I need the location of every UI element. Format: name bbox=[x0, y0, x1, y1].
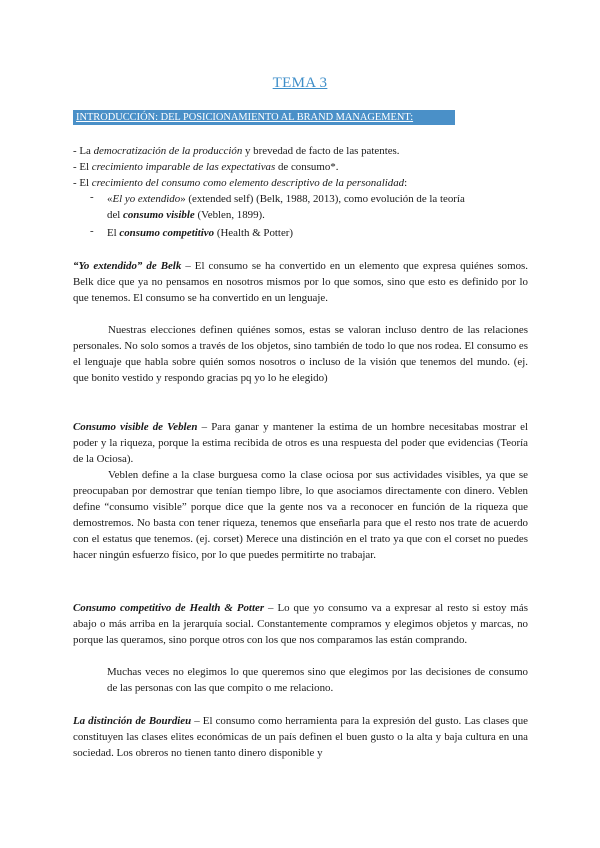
bourdieu-paragraph-1: La distinción de Bourdieu – El consumo como herramienta para la expresión del gusto. Las clases que constituyen las clases elites económicas de un país definen el buen gusto o la alta y baja cultura en una sociedad. Los obreros no tienen tanto dinero disponible y bbox=[73, 715, 528, 759]
intro-bullet-2: - El crecimiento imparable de las expectativas de consumo*. bbox=[73, 161, 339, 173]
health-potter-heading: Consumo competitivo de Health & Potter bbox=[73, 602, 265, 614]
belk-paragraph-1: “Yo extendido” de Belk – El consumo se ha convertido en un elemento que expresa quiénes somos. Belk dice que ya no pensamos en nosotros mismos por lo que somos, sino que esto es definido por lo que tenemos. El consumo se ha convertido en un lenguaje. bbox=[73, 260, 529, 304]
page-title: TEMA 3 bbox=[272, 75, 328, 91]
belk-heading: “Yo extendido” de Belk bbox=[73, 260, 182, 272]
veblen-heading: Consumo visible de Veblen bbox=[73, 421, 198, 433]
section-heading: INTRODUCCIÓN: DEL POSICIONAMIENTO AL BRAND MANAGEMENT: bbox=[76, 112, 414, 123]
bourdieu-heading: La distinción de Bourdieu bbox=[73, 715, 192, 727]
health-potter-paragraph-1: Consumo competitivo de Health & Potter – Lo que yo consumo va a expresar al resto si estoy más abajo o más arriba en la jerarquía social. Constantemente compramos y elegimos objetos y marcas, no porque las queramos, sino porque otros con los que nos comparamos las están comprando. bbox=[73, 602, 528, 646]
section-heading-band bbox=[73, 110, 455, 125]
veblen-paragraph-1: Consumo visible de Veblen – Para ganar y mantener la estima de un hombre necesitabas mostrar el poder y la riqueza, porque la estima recibida de otros es una respuesta del poder que evidencias (Teoría de la Ociosa). bbox=[73, 421, 529, 465]
intro-sub-bullet-1-cont: del consumo visible (Veblen, 1899). bbox=[107, 209, 265, 221]
veblen-paragraph-2: Veblen define a la clase burguesa como la clase ociosa por sus actividades visibles, ya que se preocupaban por demostrar que tenían tiempo libre, lo que asociamos directamente con dinero. Veblen define “consumo visible” porque dice que la gente nos va a reconocer en función de la riqueza que demostremos. No basta con tener riqueza, tenemos que enseñarla para que el resto nos trate de acuerdo con el estatus que tenemos. (ej. corset) Merece una distinción en el trato ya que con el corset no puedes hacer ningún esfuerzo físico, por lo que puedes permitirte no trabajar. bbox=[73, 469, 529, 561]
sub-bullet-dash: - bbox=[90, 191, 94, 203]
intro-bullet-1: - La democratización de la producción y brevedad de facto de las patentes. bbox=[73, 145, 400, 157]
intro-bullet-3: - El crecimiento del consumo como elemento descriptivo de la personalidad: bbox=[73, 177, 408, 189]
sub-bullet-dash: - bbox=[90, 225, 94, 237]
health-potter-paragraph-2: Muchas veces no elegimos lo que queremos sino que elegimos por las decisiones de consumo de las personas con las que compito o me relaciono. bbox=[107, 666, 528, 694]
belk-paragraph-2: Nuestras elecciones definen quiénes somos, estas se valoran incluso dentro de las relaciones personales. No solo somos a través de los objetos, sino también de todo lo que nos rodea. El consumo es el lenguaje que habla sobre quién somos nosotros o incluso de la visión que tenemos del mundo. (ej. que bonito vestido y respondo gracias pq yo lo he elegido) bbox=[73, 324, 528, 384]
intro-sub-bullet-1: «El yo extendido» (extended self) (Belk, 1988, 2013), como evolución de la teoría bbox=[107, 193, 465, 205]
intro-sub-bullet-2: El consumo competitivo (Health & Potter) bbox=[107, 227, 294, 239]
